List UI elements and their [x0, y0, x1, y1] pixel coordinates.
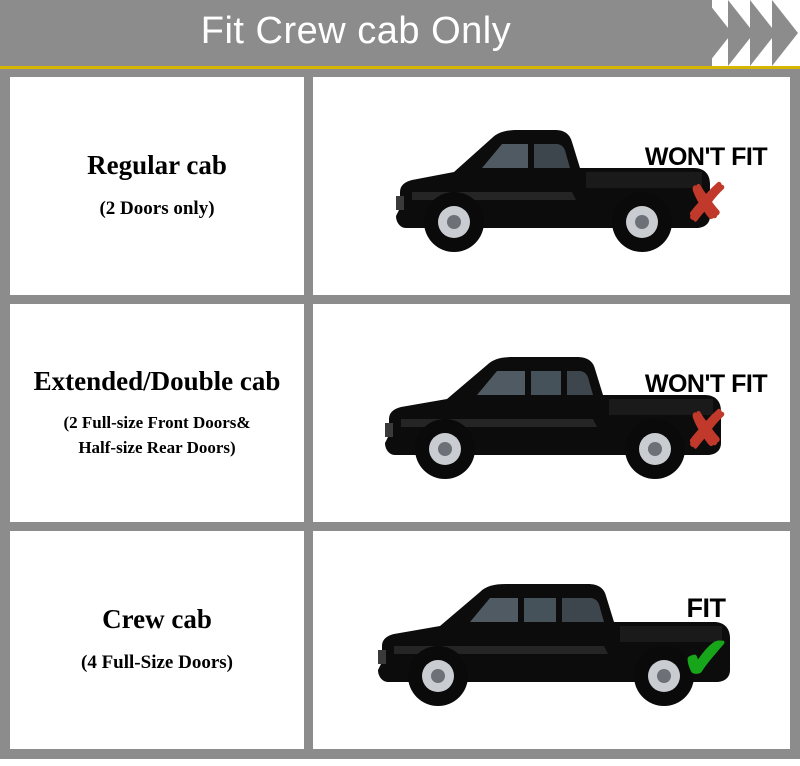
cab-type-detail: (2 Doors only): [99, 197, 215, 219]
table-row: [10, 77, 790, 295]
verdict-crew-cab: [636, 531, 776, 749]
banner-body: [0, 0, 712, 66]
cab-type-detail: (4 Full-Size Doors): [81, 651, 233, 673]
table-row: [10, 304, 790, 522]
comparison-grid: [0, 69, 800, 759]
row-label-crew-cab: [10, 531, 304, 749]
verdict-label: WON'T FIT: [644, 142, 768, 171]
chevron-right-icon: [706, 0, 800, 66]
table-row: [10, 531, 790, 749]
verdict-label: WON'T FIT: [644, 369, 768, 398]
cab-type-name: Crew cab: [102, 603, 212, 634]
cab-type-name: Regular cab: [87, 149, 227, 180]
cab-type-name: Extended/Double cab: [33, 365, 281, 396]
row-label-extended-cab: [10, 304, 304, 522]
row-label-regular-cab: [10, 77, 304, 295]
cross-icon: ✘: [684, 401, 728, 460]
verdict-extended-cab: [636, 304, 776, 522]
check-icon: ✔: [681, 625, 731, 691]
cab-type-detail: (2 Full-size Front Doors&: [63, 412, 251, 432]
header-banner: [0, 0, 800, 66]
truck-illustration-crew-cab: [313, 531, 790, 749]
truck-illustration-extended-cab: [313, 304, 790, 522]
truck-illustration-regular-cab: [313, 77, 790, 295]
banner-title: Fit Crew cab Only: [200, 10, 512, 52]
verdict-label: FIT: [686, 592, 726, 623]
cross-icon: ✘: [684, 174, 728, 233]
verdict-regular-cab: [636, 77, 776, 295]
cab-type-detail-2: Half-size Rear Doors): [78, 437, 236, 457]
